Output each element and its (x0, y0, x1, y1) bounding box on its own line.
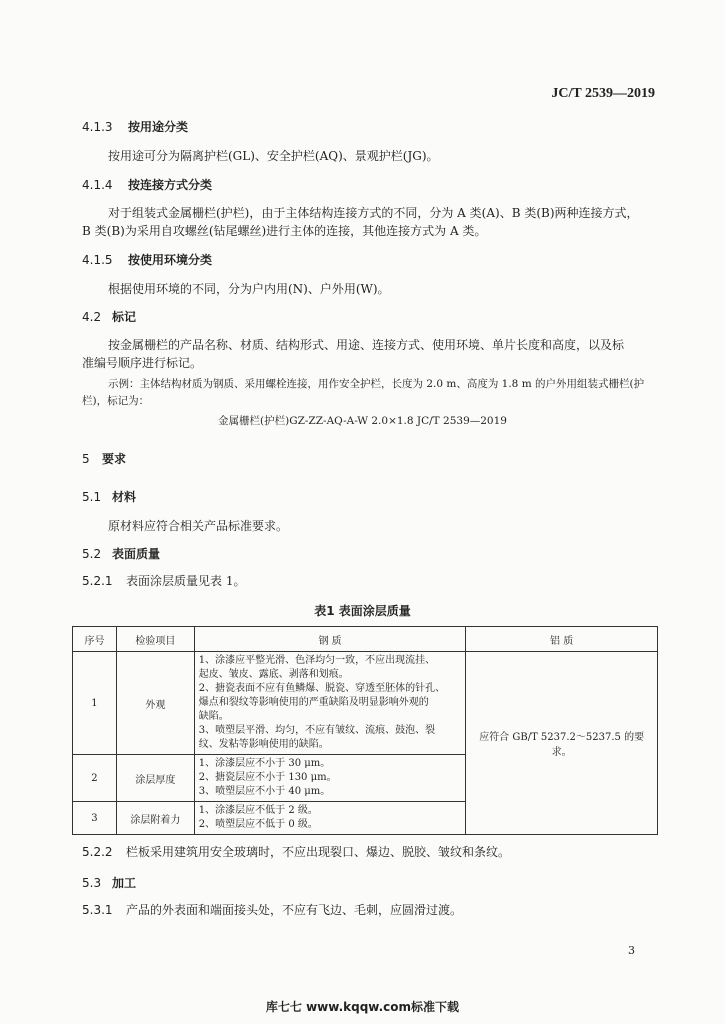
section-4-1-4-text-line1: 对于组装式金属栅栏(护栏)，由于主体结构连接方式的不同，分为 A 类(A)、B 类(B)两种连接方式， (108, 206, 639, 220)
section-title: 按用途分类 (128, 120, 189, 134)
standard-code-header: JC/T 2539—2019 (551, 86, 655, 101)
section-number: 5.2.2 (82, 845, 113, 859)
section-4-1-4-text-line2: B 类(B)为采用自攻螺丝(钻尾螺丝)进行主体的连接，其他连接方式为 A 类。 (82, 224, 487, 238)
section-title: 按连接方式分类 (128, 178, 213, 192)
header-no: 序号 (73, 627, 117, 652)
section-title: 要求 (102, 452, 127, 466)
row-no: 3 (73, 802, 117, 835)
section-4-1-4-heading (82, 176, 212, 193)
requirement-line: 起皮、皱皮、露底、剥落和划痕。 (198, 669, 349, 680)
table-header-row (73, 627, 658, 652)
example-line2: 栏)，标记为： (82, 395, 150, 407)
section-number: 4.1.3 (82, 120, 113, 134)
section-4-2-text-line1: 按金属栅栏的产品名称、材质、结构形式、用途、连接方式、使用环境、单片长度和高度，以及标 (108, 338, 625, 352)
header-steel: 钢 质 (194, 627, 465, 652)
section-5-2-2 (82, 840, 510, 864)
section-4-2-text-line2: 准编号顺序进行标记。 (82, 356, 203, 370)
section-4-1-3-heading (82, 118, 188, 135)
section-text: 栏板采用建筑用安全玻璃时，不应出现裂口、爆边、脱胶、皱纹和条纹。 (126, 845, 511, 859)
section-text: 表面涂层质量见表 1。 (126, 574, 246, 588)
table-row (73, 652, 658, 755)
example-line1: 示例：主体结构材质为钢质、采用螺栓连接，用作安全护栏，长度为 2.0 m、高度为 1.8 m 的户外用组装式栅栏(护 (108, 378, 645, 390)
section-4-1-3-text: 按用途可分为隔离护栏(GL)、安全护栏(AQ)、景观护栏(JG)。 (108, 149, 439, 163)
section-title: 按使用环境分类 (128, 253, 213, 267)
section-5-3-1 (82, 898, 462, 922)
requirement-line: 纹、发粘等影响使用的缺陷。 (198, 739, 329, 750)
section-number: 4.1.4 (82, 178, 113, 192)
section-4-2-heading (82, 308, 136, 325)
marking-example: 金属栅栏(护栏)GZ-ZZ-AQ-A-W 2.0×1.8 JC/T 2539—2019 (218, 415, 507, 427)
section-4-1-5-text: 根据使用环境的不同，分为户内用(N)、户外用(W)。 (108, 282, 390, 296)
section-5-heading (82, 450, 126, 467)
section-number: 5.3 (82, 876, 102, 890)
section-number: 5.2.1 (82, 574, 113, 588)
section-number: 5 (82, 452, 90, 466)
requirement-line: 1、涂漆层应不小于 30 μm。 (198, 758, 331, 769)
section-text: 产品的外表面和端面接头处，不应有飞边、毛刺，应圆滑过渡。 (126, 903, 463, 917)
row-steel-requirements (194, 802, 465, 835)
section-5-2-heading (82, 545, 160, 562)
row-item: 涂层厚度 (116, 755, 194, 802)
section-5-1-heading (82, 488, 136, 505)
row-no: 1 (73, 652, 117, 755)
section-number: 4.2 (82, 310, 102, 324)
header-aluminum: 铝 质 (466, 627, 658, 652)
requirement-line: 缺陷。 (198, 711, 229, 722)
row-steel-requirements (194, 755, 465, 802)
section-title: 表面质量 (112, 547, 161, 561)
section-title: 标记 (112, 310, 137, 324)
row-steel-requirements (194, 652, 465, 755)
section-number: 4.1.5 (82, 253, 113, 267)
header-item: 检验项目 (116, 627, 194, 652)
row-item: 外观 (116, 652, 194, 755)
section-5-3-heading (82, 874, 136, 891)
requirement-line: 1、涂漆应平整光滑、色泽均匀一致，不应出现流挂、 (198, 655, 436, 666)
section-5-1-text: 原材料应符合相关产品标准要求。 (108, 519, 289, 533)
section-5-2-1 (82, 569, 245, 593)
requirement-line: 1、涂漆层应不低于 2 级。 (198, 805, 318, 816)
page-number: 3 (628, 944, 635, 957)
row-item: 涂层附着力 (116, 802, 194, 835)
requirement-line: 2、搪瓷层应不小于 130 μm。 (198, 772, 337, 783)
aluminum-requirement: 应符合 GB/T 5237.2～5237.5 的要求。 (466, 652, 658, 835)
requirement-line: 2、搪瓷表面不应有鱼鳞爆、脱瓷、穿透至胚体的针孔、 (198, 683, 446, 694)
requirement-line: 爆点和裂纹等影响使用的严重缺陷及明显影响外观的 (198, 697, 429, 708)
requirement-line: 2、喷塑层应不低于 0 级。 (198, 819, 318, 830)
section-number: 5.1 (82, 490, 102, 504)
section-title: 材料 (112, 490, 137, 504)
download-site-footer: 库七七 www.kqqw.com标准下载 (265, 1000, 460, 1014)
section-title: 加工 (112, 876, 137, 890)
table-caption: 表1 表面涂层质量 (314, 604, 411, 618)
section-4-1-5-heading (82, 251, 212, 268)
row-no: 2 (73, 755, 117, 802)
section-number: 5.2 (82, 547, 102, 561)
requirement-line: 3、喷塑层平滑、均匀，不应有皱纹、流痕、鼓泡、裂 (198, 725, 436, 736)
requirement-line: 3、喷塑层应不小于 40 μm。 (198, 786, 331, 797)
surface-coating-quality-table (72, 626, 658, 835)
section-number: 5.3.1 (82, 903, 113, 917)
